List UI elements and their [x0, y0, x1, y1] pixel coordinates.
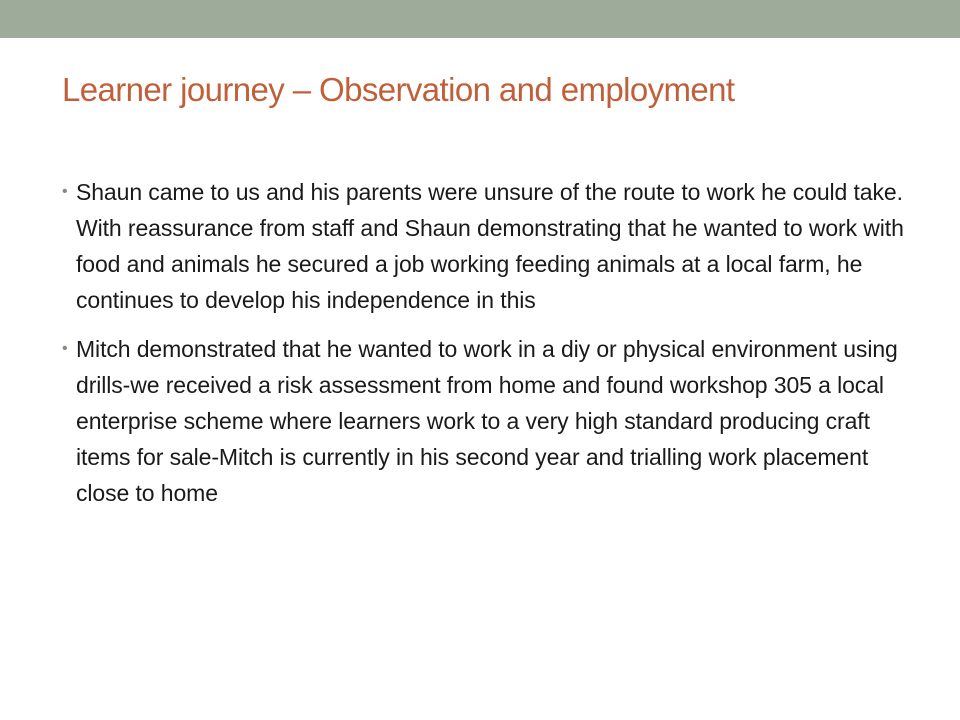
slide-top-band [0, 0, 960, 38]
bullet-marker: • [62, 340, 68, 357]
bullet-marker: • [62, 183, 68, 200]
bullet-text: Shaun came to us and his parents were unsure of the route to work he could take. With reassurance from staff and Shaun demonstrating that he wanted to work with food and animals he secured a job working feeding animals at a local farm, he continues to develop his independence in this [76, 179, 904, 313]
bullet-text: Mitch demonstrated that he wanted to work in a diy or physical environment using drills-we received a risk assessment from home and found workshop 305 a local enterprise scheme where learners work to a very high standard producing craft items for sale-Mitch is currently in his second year and trialling work placement close to home [76, 336, 898, 506]
bullet-item-shaun [62, 174, 922, 318]
bullet-list [62, 174, 922, 524]
slide-title: Learner journey – Observation and employment [62, 71, 735, 108]
bullet-item-mitch [62, 331, 922, 511]
